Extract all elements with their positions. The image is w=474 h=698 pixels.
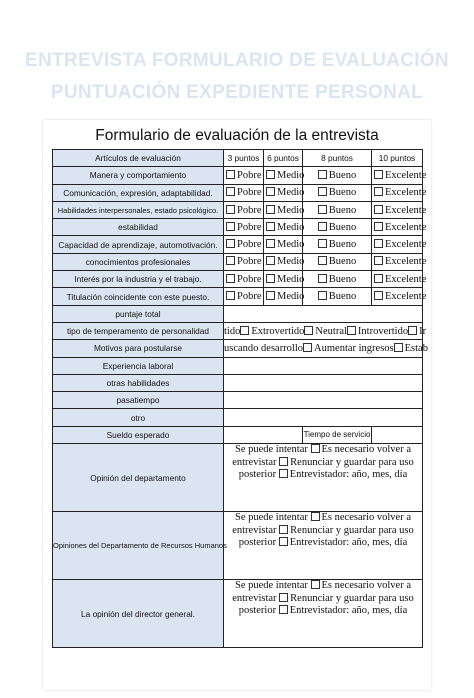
rating-option-label: Medio: [277, 221, 305, 233]
checkbox-icon[interactable]: [266, 205, 275, 214]
rating-option-label: Pobre: [237, 291, 262, 303]
header-row: [53, 150, 423, 167]
checkbox-icon[interactable]: [226, 222, 235, 231]
service-time-value[interactable]: [372, 426, 423, 443]
table-row: [53, 444, 423, 512]
rating-option-label: Pobre: [237, 239, 262, 251]
checkbox-icon[interactable]: [279, 537, 288, 546]
checkbox-icon[interactable]: [266, 187, 275, 196]
checkbox-icon[interactable]: [266, 170, 275, 179]
total-score-label: puntaje total: [53, 305, 224, 322]
opinion-text: Renunciar y guardar para uso posterior: [238, 456, 414, 481]
rating-option[interactable]: [372, 201, 427, 218]
table-row: [53, 512, 423, 580]
rating-option[interactable]: [224, 219, 264, 236]
temperament-options: [224, 322, 427, 339]
checkbox-icon[interactable]: [318, 291, 327, 300]
rating-option-label: Medio: [277, 204, 305, 216]
table-row: [53, 322, 423, 339]
checkbox-icon[interactable]: [266, 291, 275, 300]
other-label-value[interactable]: [224, 409, 423, 426]
column-header-items: Artículos de evaluación: [53, 150, 224, 167]
rating-option[interactable]: [372, 236, 427, 253]
rating-option-label: Bueno: [328, 169, 357, 181]
rating-option-label: Bueno: [328, 291, 357, 303]
rating-option-label: Pobre: [237, 204, 262, 216]
other-label: otro: [53, 409, 224, 426]
checkbox-icon[interactable]: [266, 274, 275, 283]
column-header-10: 10 puntos: [372, 150, 423, 167]
checkbox-icon[interactable]: [266, 222, 275, 231]
checkbox-icon[interactable]: [226, 256, 235, 265]
rating-option[interactable]: [224, 184, 264, 201]
checkbox-icon[interactable]: [303, 343, 312, 352]
checkbox-icon[interactable]: [226, 187, 235, 196]
opinion-label: La opinión del director general.: [53, 580, 224, 648]
rating-option[interactable]: [264, 288, 303, 305]
option-text: Estab: [404, 342, 428, 354]
skills-label-value[interactable]: [224, 374, 423, 391]
rating-option-label: Medio: [277, 169, 305, 181]
opinion-text: Entrevistador: año, mes, día: [289, 605, 408, 617]
rating-option-label: Bueno: [328, 204, 357, 216]
checkbox-icon[interactable]: [311, 580, 320, 589]
checkbox-icon[interactable]: [318, 274, 327, 283]
rating-option[interactable]: [264, 219, 303, 236]
table-row: [53, 236, 423, 253]
rating-option[interactable]: [264, 201, 303, 218]
checkbox-icon[interactable]: [240, 326, 249, 335]
checkbox-icon[interactable]: [226, 170, 235, 179]
opinion-text: Es necesario volver a entrevistar: [232, 512, 412, 536]
rating-option-label: Bueno: [328, 221, 357, 233]
item-label: estabilidad: [53, 219, 224, 236]
column-header-3: 3 puntos: [224, 150, 264, 167]
rating-option-label: Excelente: [385, 187, 427, 199]
rating-option[interactable]: [303, 236, 372, 253]
item-label: Titulación coincidente con este puesto.: [53, 288, 224, 305]
rating-option[interactable]: [264, 167, 303, 184]
opinion-text: Se puede intentar: [234, 444, 308, 456]
option-label: Extrovertido: [251, 325, 305, 337]
rating-option[interactable]: [372, 253, 427, 270]
rating-option-label: Medio: [277, 239, 305, 251]
rating-option-label: Medio: [277, 291, 305, 303]
checkbox-icon[interactable]: [226, 239, 235, 248]
checkbox-icon[interactable]: [279, 593, 288, 602]
checkbox-icon[interactable]: [279, 605, 288, 614]
service-time-label: Tiempo de servicio: [303, 426, 372, 443]
table-row: [53, 357, 423, 374]
rating-option-label: Bueno: [328, 239, 357, 251]
checkbox-icon[interactable]: [374, 205, 383, 214]
experience-label: Experiencia laboral: [53, 357, 224, 374]
checkbox-icon[interactable]: [318, 187, 327, 196]
rating-option-label: Medio: [277, 273, 305, 285]
rating-option[interactable]: [303, 167, 372, 184]
table-row: [53, 340, 423, 357]
table-row: [53, 426, 423, 443]
opinion-text: Se puede intentar: [234, 512, 308, 524]
rating-option[interactable]: [224, 288, 264, 305]
checkbox-icon[interactable]: [279, 525, 288, 534]
total-score-label-value[interactable]: [224, 305, 423, 322]
checkbox-icon[interactable]: [408, 326, 417, 335]
checkbox-icon[interactable]: [374, 187, 383, 196]
checkbox-icon[interactable]: [226, 205, 235, 214]
checkbox-icon[interactable]: [318, 239, 327, 248]
checkbox-icon[interactable]: [279, 469, 288, 478]
option-text: tido: [224, 325, 241, 337]
opinion-options: [224, 580, 423, 648]
opinion-text: Renunciar y guardar para uso posterior: [238, 592, 414, 617]
opinion-options: [224, 512, 423, 580]
opinion-text: Renunciar y guardar para uso posterior: [238, 524, 414, 549]
temperament-label: tipo de temperamento de personalidad: [53, 322, 224, 339]
table-row: [53, 271, 423, 288]
rating-option-label: Pobre: [237, 221, 262, 233]
hobby-label: pasatiempo: [53, 392, 224, 409]
rating-option[interactable]: [372, 288, 427, 305]
rating-option[interactable]: [264, 253, 303, 270]
experience-label-value[interactable]: [224, 357, 423, 374]
checkbox-icon[interactable]: [311, 512, 320, 521]
opinion-label: Opiniones del Departamento de Recursos Humanos: [53, 512, 224, 580]
checkbox-icon[interactable]: [374, 222, 383, 231]
checkbox-icon[interactable]: [318, 222, 327, 231]
header-line-1: ENTREVISTA FORMULARIO DE EVALUACIÓN: [25, 50, 449, 71]
rating-option[interactable]: [264, 271, 303, 288]
table-row: [53, 253, 423, 270]
table-row: [53, 305, 423, 322]
rating-option[interactable]: [303, 271, 372, 288]
checkbox-icon[interactable]: [374, 256, 383, 265]
item-label: conocimientos profesionales: [53, 253, 224, 270]
checkbox-icon[interactable]: [374, 170, 383, 179]
rating-option-label: Medio: [277, 256, 305, 268]
item-label: Capacidad de aprendizaje, automotivación.: [53, 236, 224, 253]
rating-option-label: Excelente: [385, 169, 427, 181]
motives-options: [224, 340, 428, 357]
rating-option[interactable]: [224, 271, 264, 288]
rating-option-label: Bueno: [328, 256, 357, 268]
rating-option-label: Excelente: [385, 239, 427, 251]
evaluation-table: [52, 149, 428, 648]
option-text: uscando desarrollo: [224, 342, 304, 354]
checkbox-icon[interactable]: [311, 444, 320, 453]
table-row: [53, 409, 423, 426]
opinion-text: Es necesario volver a entrevistar: [232, 444, 412, 468]
checkbox-icon[interactable]: [318, 256, 327, 265]
rating-option-label: Excelente: [385, 273, 427, 285]
rating-option-label: Medio: [277, 187, 305, 199]
checkbox-icon[interactable]: [374, 274, 383, 283]
checkbox-icon[interactable]: [266, 239, 275, 248]
checkbox-icon[interactable]: [279, 457, 288, 466]
table-row: [53, 580, 423, 648]
checkbox-icon[interactable]: [347, 326, 356, 335]
option-label: Aumentar ingresos: [314, 342, 394, 354]
rating-option[interactable]: [224, 201, 264, 218]
checkbox-icon[interactable]: [304, 326, 313, 335]
rating-option-label: Pobre: [237, 187, 262, 199]
table-row: [53, 201, 423, 218]
item-label: Comunicación, expresión, adaptabilidad.: [53, 184, 224, 201]
checkbox-icon[interactable]: [394, 343, 403, 352]
motives-label: Motivos para postularse: [53, 340, 224, 357]
table-row: [53, 184, 423, 201]
rating-option-label: Pobre: [237, 169, 262, 181]
opinion-text: Entrevistador: año, mes, día: [289, 537, 408, 549]
rating-option-label: Excelente: [385, 256, 427, 268]
rating-option-label: Excelente: [385, 204, 427, 216]
checkbox-icon[interactable]: [318, 205, 327, 214]
rating-option[interactable]: [303, 201, 372, 218]
checkbox-icon[interactable]: [226, 274, 235, 283]
table-row: [53, 219, 423, 236]
salary-label: Sueldo esperado: [53, 426, 224, 443]
rating-option[interactable]: [372, 271, 427, 288]
header-line-2: PUNTUACIÓN EXPEDIENTE PERSONAL: [50, 82, 424, 103]
opinion-text: Entrevistador: año, mes, día: [289, 469, 408, 481]
motives-options-line: [224, 343, 428, 354]
rating-option[interactable]: [372, 219, 427, 236]
item-label: Interés por la industria y el trabajo.: [53, 271, 224, 288]
item-label: Manera y comportamiento: [53, 167, 224, 184]
salary-value[interactable]: [224, 426, 303, 443]
rating-option-label: Pobre: [237, 273, 262, 285]
rating-option-label: Pobre: [237, 256, 262, 268]
rating-option[interactable]: [303, 219, 372, 236]
temperament-options-line: [224, 326, 426, 337]
checkbox-icon[interactable]: [226, 291, 235, 300]
column-header-6: 6 puntos: [264, 150, 303, 167]
checkbox-icon[interactable]: [318, 170, 327, 179]
opinion-text: Es necesario volver a entrevistar: [232, 580, 412, 604]
table-row: [53, 288, 423, 305]
rating-option-label: Bueno: [328, 273, 357, 285]
skills-label: otras habilidades: [53, 374, 224, 391]
rating-option[interactable]: [303, 184, 372, 201]
checkbox-icon[interactable]: [266, 256, 275, 265]
option-label: Neutral: [315, 325, 347, 337]
option-label: Introvertido: [357, 325, 409, 337]
table-row: [53, 374, 423, 391]
rating-option-label: Excelente: [385, 291, 427, 303]
rating-option[interactable]: [264, 184, 303, 201]
rating-option[interactable]: [303, 253, 372, 270]
rating-option[interactable]: [264, 236, 303, 253]
rating-option[interactable]: [224, 236, 264, 253]
rating-option[interactable]: [372, 184, 427, 201]
rating-option-label: Bueno: [328, 187, 357, 199]
checkbox-icon[interactable]: [374, 239, 383, 248]
hobby-label-value[interactable]: [224, 392, 423, 409]
rating-option[interactable]: [372, 167, 427, 184]
table-row: [53, 167, 423, 184]
item-label: Habilidades interpersonales, estado psicológico.: [53, 201, 224, 218]
rating-option[interactable]: [224, 167, 264, 184]
rating-option[interactable]: [224, 253, 264, 270]
rating-option[interactable]: [303, 288, 372, 305]
opinion-label: Opinión del departamento: [53, 444, 224, 512]
column-header-8: 8 puntos: [303, 150, 372, 167]
table-row: [53, 392, 423, 409]
option-text: Ir: [419, 325, 427, 337]
rating-option-label: Excelente: [385, 221, 427, 233]
form-title: Formulario de evaluación de la entrevista: [95, 127, 379, 144]
checkbox-icon[interactable]: [374, 291, 383, 300]
opinion-options: [224, 444, 423, 512]
opinion-text: Se puede intentar: [234, 580, 308, 592]
